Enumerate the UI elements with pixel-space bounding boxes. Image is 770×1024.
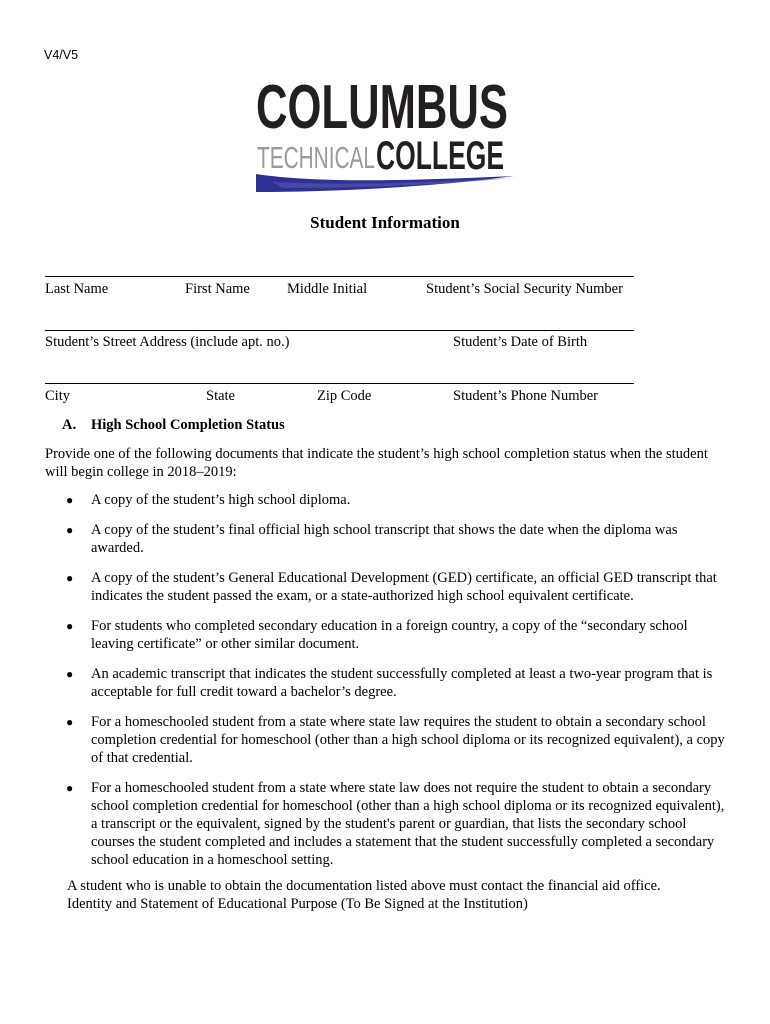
section-a-title: High School Completion Status (91, 417, 285, 433)
list-item: ● For a homeschooled student from a state where state law requires the student to obtain a secondary school completion credential for homeschool (other than a high school diploma or its recognized equivalent), a copy of that credential. (66, 714, 725, 766)
logo-text-columbus: COLUMBUS (256, 73, 508, 142)
field-line-row1[interactable] (45, 276, 634, 277)
list-item: ● For a homeschooled student from a state where state law does not require the student to obtain a secondary school completion credential for homeschool (other than a high school diploma or its recognized equivalent), a transcript or the equivalent, signed by the student's parent or guardian, that lists the secondary school courses the student completed and includes a statement that the student successfully completed a secondary school education in a homeschool setting. (66, 780, 725, 868)
columbus-technical-college-logo (252, 70, 522, 196)
city-label: City (45, 388, 70, 404)
section-a-letter: A. (62, 417, 77, 433)
middle-initial-label: Middle Initial (287, 281, 368, 297)
bullet-icon: ● (66, 781, 74, 795)
bullet-icon: ● (66, 715, 74, 729)
version-label: V4/V5 (44, 48, 79, 62)
form-title: Student Information (310, 213, 460, 232)
ssn-label: Student’s Social Security Number (426, 281, 623, 297)
field-line-row3[interactable] (45, 383, 634, 384)
zip-code-label: Zip Code (317, 388, 372, 404)
date-of-birth-label: Student’s Date of Birth (453, 334, 588, 350)
list-item: ● A copy of the student’s high school diploma. (66, 492, 351, 508)
bullet-icon: ● (66, 523, 74, 537)
financial-aid-note: A student who is unable to obtain the documentation listed above must contact the financial aid office. (67, 878, 661, 894)
bullet-icon: ● (66, 493, 74, 507)
last-name-label: Last Name (45, 281, 109, 297)
logo-text-college: COLLEGE (376, 134, 504, 178)
first-name-label: First Name (185, 281, 250, 297)
identity-statement-heading: Identity and Statement of Educational Purpose (To Be Signed at the Institution) (67, 896, 528, 912)
state-label: State (206, 388, 235, 404)
bullet-icon: ● (66, 619, 74, 633)
bullet-icon: ● (66, 667, 74, 681)
document-list (62, 491, 730, 869)
street-address-label: Student’s Street Address (include apt. no.) (45, 334, 290, 350)
bullet-icon: ● (66, 571, 74, 585)
list-item: ● A copy of the student’s final official high school transcript that shows the date when the diploma was awarded. (66, 522, 678, 556)
logo-text-technical: TECHNICAL (257, 140, 375, 175)
section-a-intro: Provide one of the following documents that indicate the student’s high school completion status when the student will begin college in 2018–2019: (45, 446, 708, 480)
list-item: ● For students who completed secondary education in a foreign country, a copy of the “secondary school leaving certificate” or other similar document. (66, 618, 688, 652)
list-item: ● An academic transcript that indicates the student successfully completed at least a two-year program that is acceptable for full credit toward a bachelor’s degree. (66, 666, 713, 700)
field-line-row2[interactable] (45, 330, 634, 331)
phone-number-label: Student’s Phone Number (453, 388, 598, 404)
list-item: ● A copy of the student’s General Educational Development (GED) certificate, an official GED transcript that indicates the student passed the exam, or a state-authorized high school equivalent certificate. (66, 570, 717, 604)
section-a-heading (62, 417, 285, 434)
